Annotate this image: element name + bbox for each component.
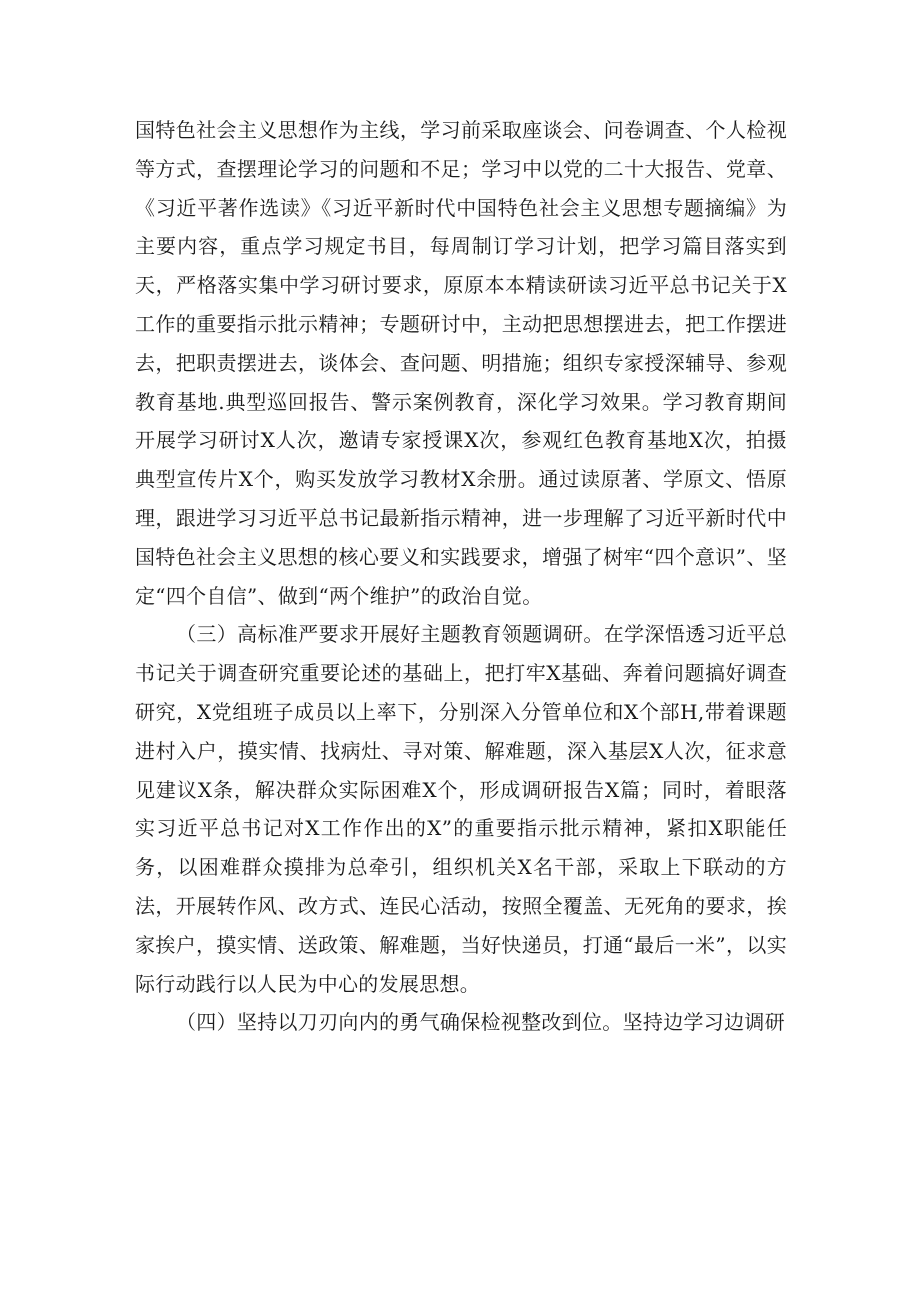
paragraph-section-3: （三）高标准严要求开展好主题教育领题调研。在学深悟透习近平总书记关于调查研究重要论述的基础上，把打牢X基础、奔着问题搞好调查研究，X党组班子成员以上率下，分别深入分管单位和X个部H,带着课题进村入户，摸实情、找病灶、寻对策、解难题，深入基层X人次，征求意见建议X条，解决群众实际困难X个，形成调研报告X篇；同时，着眼落实习近平总书记对X工作作出的X”的重要指示批示精神，紧扣X职能任务，以困难群众摸排为总牵引，组织机关X名干部，采取上下联动的方法，开展转作风、改方式、连民心活动，按照全覆盖、无死角的要求，挨家挨户，摸实情、送政策、解难题，当好快递员，打通“最后一米”，以实际行动践行以人民为中心的发展思想。	[135, 622, 787, 996]
paragraph-continuation: 国特色社会主义思想作为主线，学习前采取座谈会、问卷调查、个人检视等方式，查摆理论学习的问题和不足；学习中以党的二十大报告、党章、《习近平著作选读》《习近平新时代中国特色社会主义思想专题摘编》为主要内容，重点学习规定书目，每周制订学习计划，把学习篇目落实到天，严格落实集中学习研讨要求，原原本本精读研读习近平总书记关于X工作的重要指示批示精神；专题研讨中，主动把思想摆进去，把工作摆进去，把职责摆进去，谈体会、查问题、明措施；组织专家授深辅导、参观教育基地.典型巡回报告、警示案例教育，深化学习效果。学习教育期间开展学习研讨X人次，邀请专家授课X次，参观红色教育基地X次，拍摄典型宣传片X个，购买发放学习教材X余册。通过读原著、学原文、悟原理，跟进学习习近平总书记最新指示精神，进一步理解了习近平新时代中国特色社会主义思想的核心要义和实践要求，增强了树牢“四个意识”、坚定“四个自信”、做到“两个维护”的政治自觉。	[135, 118, 787, 608]
paragraph-section-4: （四）坚持以刀刃向内的勇气确保检视整改到位。坚持边学习边调研	[176, 1010, 785, 1035]
document-body	[135, 111, 787, 1042]
